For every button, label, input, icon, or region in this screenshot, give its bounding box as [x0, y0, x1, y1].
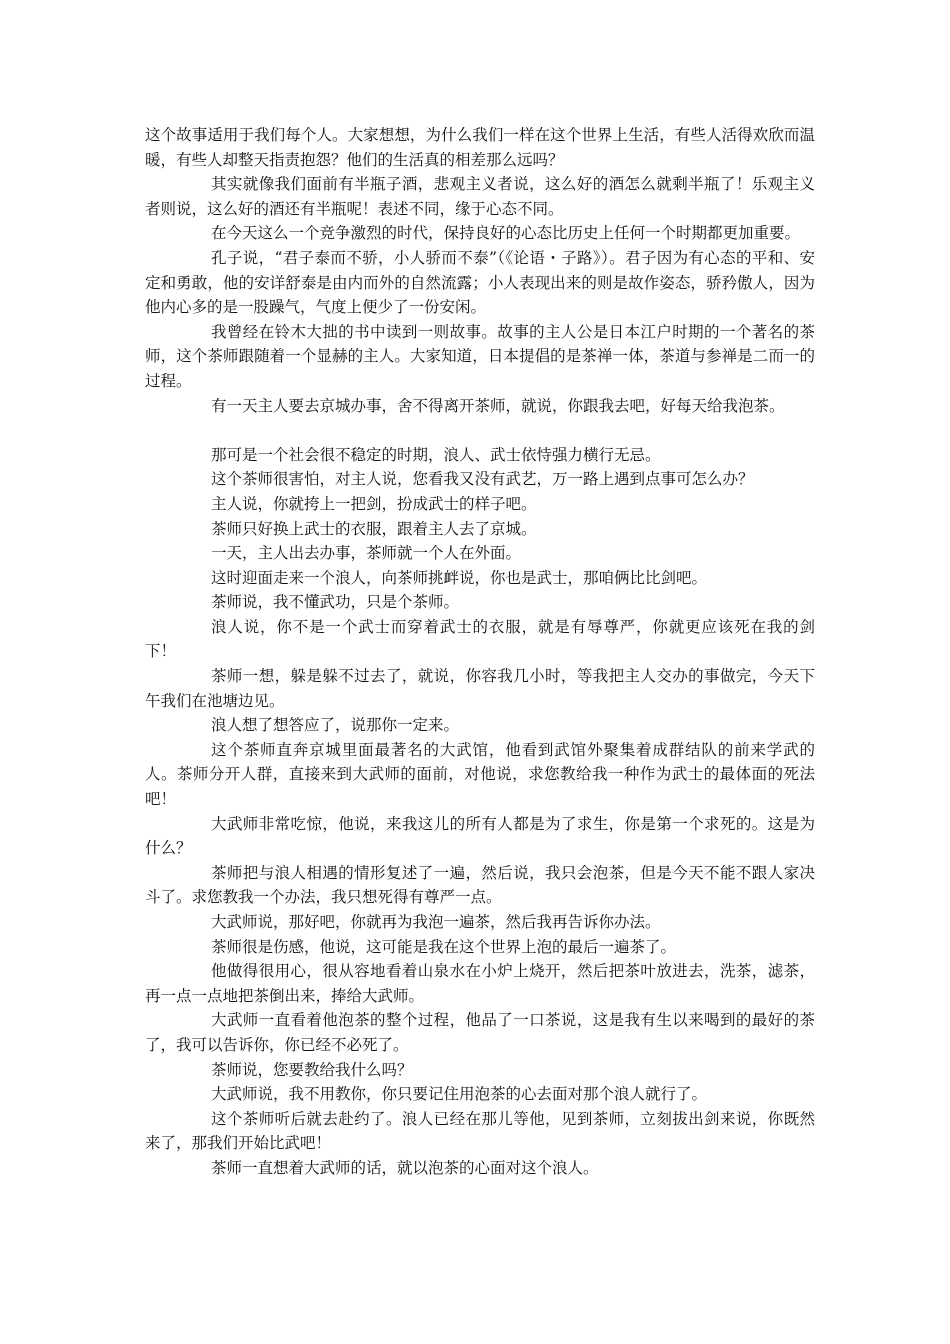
paragraph: 大武师说，我不用教你，你只要记住用泡茶的心去面对那个浪人就行了。 — [211, 1085, 708, 1104]
paragraph: 茶师说，您要教给我什么吗？ — [211, 1060, 413, 1079]
paragraph: 一天，主人出去办事，茶师就一个人在外面。 — [211, 544, 522, 563]
paragraph: 茶师把与浪人相遇的情形复述了一遍，然后说，我只会泡茶，但是今天不能不跟人家决斗了。求您教我一个办法，我只想死得有尊严一点。 — [145, 863, 815, 907]
paragraph: 他做得很用心，很从容地看着山泉水在小炉上烧开，然后把茶叶放进去，洗茶，滤茶，再一点一点地把茶倒出来，捧给大武师。 — [145, 962, 815, 1005]
paragraph: 有一天主人要去京城办事，舍不得离开茶师，就说，你跟我去吧，好每天给我泡茶。 — [211, 396, 785, 415]
paragraph: 主人说，你就挎上一把剑，扮成武士的样子吧。 — [211, 494, 537, 513]
paragraph: 在今天这么一个竞争激烈的时代，保持良好的心态比历史上任何一个时期都更加重要。 — [211, 224, 801, 243]
paragraph: 这个故事适用于我们每个人。大家想想，为什么我们一样在这个世界上生活，有些人活得欢欣而温暖，有些人却整天指责抱怨？他们的生活真的相差那么远吗？ — [145, 126, 815, 169]
paragraph: 浪人想了想答应了，说那你一定来。 — [211, 716, 460, 735]
document-page — [145, 123, 815, 1181]
paragraph: 茶师一直想着大武师的话，就以泡茶的心面对这个浪人。 — [211, 1158, 599, 1177]
paragraph: 这个茶师听后就去赴约了。浪人已经在那儿等他，见到茶师，立刻拔出剑来说，你既然来了，那我们开始比武吧！ — [145, 1109, 815, 1153]
paragraph: 这个茶师很害怕，对主人说，您看我又没有武艺，万一路上遇到点事可怎么办？ — [211, 470, 754, 489]
paragraph: 大武师非常吃惊，他说，来我这儿的所有人都是为了求生，你是第一个求死的。这是为什么？ — [145, 814, 815, 858]
paragraph: 茶师一想，躲是躲不过去了，就说，你容我几小时，等我把主人交办的事做完，今天下午我们在池塘边见。 — [145, 667, 815, 710]
paragraph: 孔子说，“君子泰而不骄，小人骄而不泰”（《论语・子路》）。君子因为有心态的平和、安定和勇敢，他的安详舒泰是由内而外的自然流露；小人表现出来的则是故作姿态，骄矜傲人，因为他内心多的是一股躁气，气度上便少了一份安闲。 — [145, 248, 815, 317]
paragraph: 这时迎面走来一个浪人，向茶师挑衅说，你也是武士，那咱俩比比剑吧。 — [211, 568, 708, 587]
paragraph: 其实就像我们面前有半瓶子酒，悲观主义者说，这么好的酒怎么就剩半瓶了！乐观主义者则说，这么好的酒还有半瓶呢！表述不同，缘于心态不同。 — [145, 175, 815, 218]
paragraph: 浪人说，你不是一个武士而穿着武士的衣服，就是有辱尊严，你就更应该死在我的剑下！ — [145, 617, 815, 661]
paragraph: 大武师说，那好吧，你就再为我泡一遍茶，然后我再告诉你办法。 — [211, 913, 661, 931]
paragraph: 茶师只好换上武士的衣服，跟着主人去了京城。 — [211, 519, 537, 538]
paragraph: 茶师说，我不懂武功，只是个茶师。 — [211, 593, 460, 612]
paragraph: 我曾经在铃木大拙的书中读到一则故事。故事的主人公是日本江户时期的一个著名的茶师，这个茶师跟随着一个显赫的主人。大家知道，日本提倡的是茶禅一体，茶道与参禅是二而一的过程。 — [145, 322, 815, 390]
paragraph: 这个茶师直奔京城里面最著名的大武馆，他看到武馆外聚集着成群结队的前来学武的人。茶师分开人群，直接来到大武师的面前，对他说，求您教给我一种作为武士的最体面的死法吧！ — [145, 740, 815, 809]
paragraph: 大武师一直看着他泡茶的整个过程，他品了一口茶说，这是我有生以来喝到的最好的茶了，我可以告诉你，你已经不必死了。 — [145, 1011, 815, 1054]
paragraph: 茶师很是伤感，他说，这可能是我在这个世界上泡的最后一遍茶了。 — [211, 937, 677, 956]
paragraph: 那可是一个社会很不稳定的时期，浪人、武士依恃强力横行无忌。 — [211, 445, 661, 464]
